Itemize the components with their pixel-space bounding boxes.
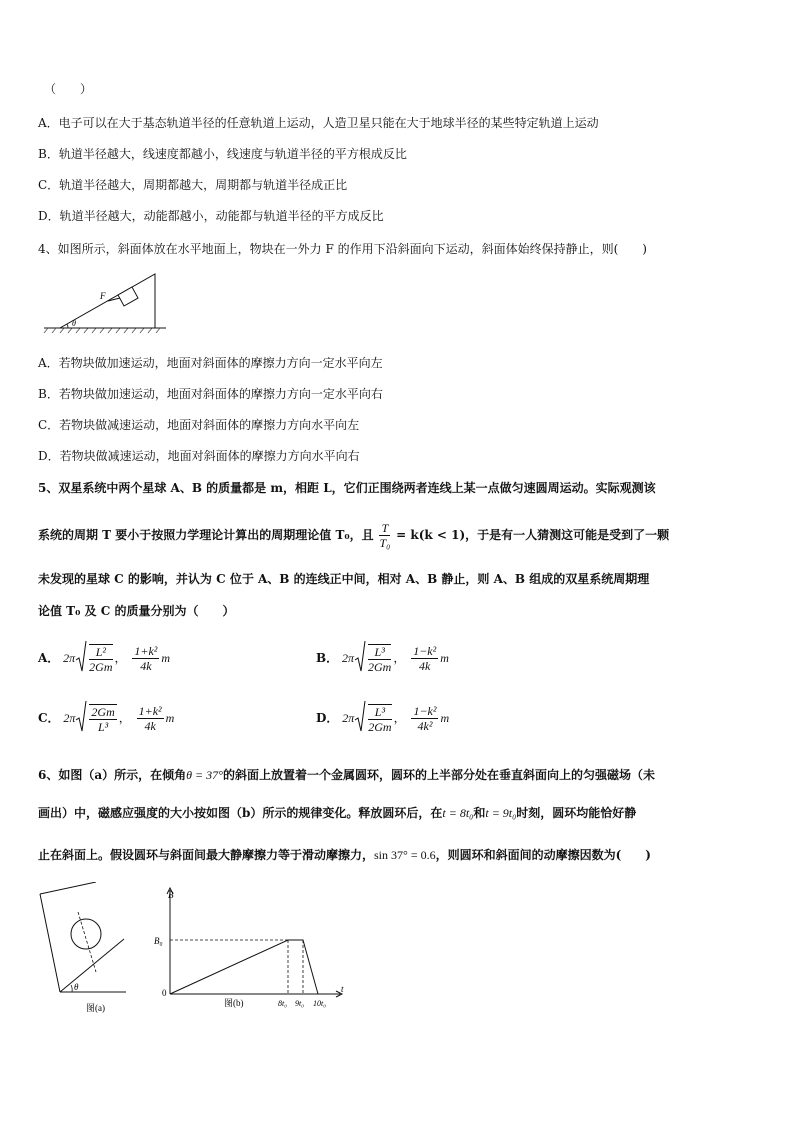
q6-figure-a bbox=[36, 882, 136, 1017]
q6-fig-b-caption: 图(b) bbox=[224, 998, 244, 1008]
q6-fig-b-9t0: 9t₀ bbox=[295, 999, 305, 1008]
sqrt-icon bbox=[354, 700, 366, 737]
q6-metal-ring bbox=[71, 919, 101, 949]
q4-option-c: C．若物块做减速运动，地面对斜面体的摩擦力方向水平向左 bbox=[38, 418, 360, 432]
q6-line2: 画出）中，磁感应强度的大小按如图（b）所示的规律变化。释放圆环后，在t = 8t₀和t = 9t₀时刻，圆环均能恰好静 bbox=[38, 806, 637, 820]
q5-line2-a: 系统的周期 T 要小于按照力学理论计算出的周期理论值 T₀，且 bbox=[38, 528, 374, 542]
q3-option-d: D．轨道半径越大，动能都越小，动能都与轨道半径的平方成反比 bbox=[38, 209, 384, 223]
q6-fig-b-axis-t: t bbox=[341, 984, 344, 994]
q6-line1: 6、如图（a）所示，在倾角θ = 37°的斜面上放置着一个金属圆环，圆环的上半部分处在垂直斜面向上的匀强磁场（未 bbox=[38, 768, 655, 782]
q5-line2-b: = k(k < 1)，于是有一人猜测这可能是受到了一颗 bbox=[396, 528, 670, 542]
q5-line4: 论值 T₀ 及 C 的质量分别为（ ） bbox=[38, 604, 235, 618]
q5-option-d: D． 2π $\frac{\text{L³}}{2Gm}$ ， $\frac{\text{1−k²}}{\text{4k²}}$ m bbox=[316, 700, 449, 737]
q3-stem-tail: （ ） bbox=[44, 82, 93, 96]
q6-figure-b bbox=[148, 882, 358, 1017]
q5-line1: 5、双星系统中两个星球 A、B 的质量都是 m，相距 L，它们正围绕两者连线上某一点做匀速圆周运动。实际观测该 bbox=[38, 481, 656, 495]
q4-option-a: A．若物块做加速运动，地面对斜面体的摩擦力方向一定水平向左 bbox=[38, 356, 383, 370]
q3-option-c: C．轨道半径越大，周期都越大，周期都与轨道半径成正比 bbox=[38, 178, 348, 192]
q4-fig-f-label: F bbox=[100, 291, 106, 301]
sqrt-icon bbox=[354, 640, 366, 677]
q5-option-c: C． 2π $\frac{2Gm}{\text{L³}}$ ， $\frac{\text{1+k²}}{4k}$ m bbox=[38, 700, 174, 737]
q6-fig-b-8t0: 8t₀ bbox=[278, 999, 288, 1008]
q4-option-b: B．若物块做加速运动，地面对斜面体的摩擦力方向一定水平向右 bbox=[38, 387, 383, 401]
q6-b-graph-line bbox=[170, 940, 318, 994]
q4-fig-theta-label: θ bbox=[72, 319, 76, 328]
q5-option-b: B． 2π $\frac{\text{L³}}{2Gm}$ ， $\frac{\text{1−k²}}{4k}$ m bbox=[316, 640, 449, 677]
sqrt-icon bbox=[75, 700, 87, 737]
q3-option-a: A．电子可以在大于基态轨道半径的任意轨道上运动，人造卫星只能在大于地球半径的某些特定轨道上运动 bbox=[38, 116, 599, 130]
q4-stem: 4、如图所示，斜面体放在水平地面上，物块在一外力 F 的作用下沿斜面向下运动，斜面体始终保持静止，则( ) bbox=[38, 242, 647, 256]
q6-fig-a-theta: θ bbox=[74, 982, 79, 992]
q5-line2 bbox=[38, 518, 669, 552]
q4-block bbox=[118, 287, 138, 306]
q6-fig-b-b0: B₀ bbox=[154, 936, 163, 946]
q6-fig-b-axis-b: B bbox=[168, 890, 174, 900]
q4-figure-incline bbox=[40, 268, 180, 336]
q3-option-b: B．轨道半径越大，线速度都越小，线速度与轨道半径的平方根成反比 bbox=[38, 147, 407, 161]
sqrt-icon bbox=[75, 640, 87, 677]
q5-ratio-fraction: $\frac{T}{\text{T₀}}$ bbox=[379, 521, 391, 550]
q5-option-a: A． 2π $\frac{\text{L²}}{2Gm}$ ， $\frac{\text{1+k²}}{4k}$ m bbox=[38, 640, 170, 677]
q6-fig-b-10t0: 10t₀ bbox=[313, 999, 327, 1008]
q4-option-d: D．若物块做减速运动，地面对斜面体的摩擦力方向水平向右 bbox=[38, 449, 360, 463]
q5-line3: 未发现的星球 C 的影响，并认为 C 位于 A、B 的连线正中间，相对 A、B 静止，则 A、B 组成的双星系统周期理 bbox=[38, 572, 650, 586]
q6-line3: 止在斜面上。假设圆环与斜面间最大静摩擦力等于滑动摩擦力，sin 37° = 0.6，则圆环和斜面间的动摩擦因数为( ) bbox=[38, 848, 651, 862]
q6-fig-b-origin: 0 bbox=[162, 988, 167, 998]
q6-fig-a-caption: 图(a) bbox=[86, 1003, 105, 1013]
